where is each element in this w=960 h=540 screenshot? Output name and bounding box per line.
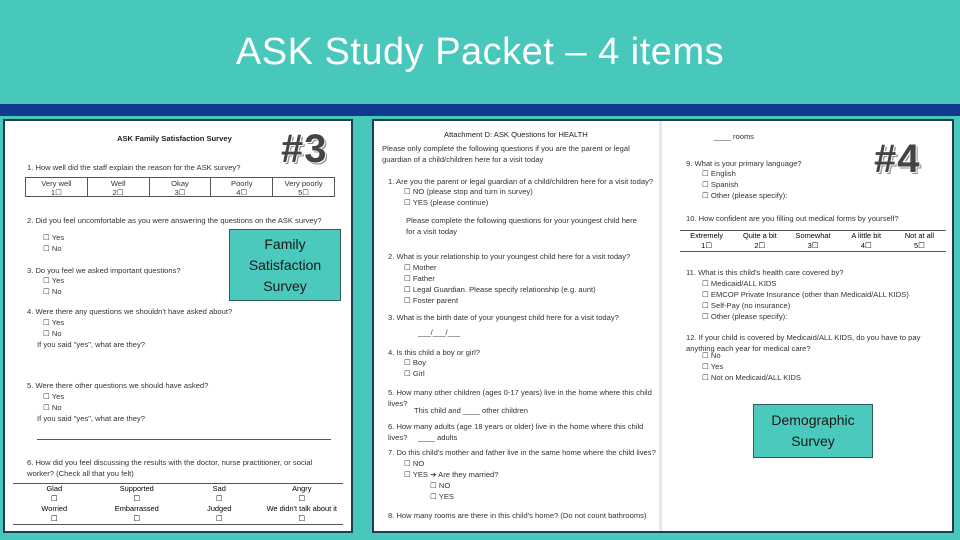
complete-note: Please complete the following questions for your youngest child here for a visit today [406, 216, 637, 236]
d-q11-other[interactable]: ☐ Other (please specify): [702, 312, 788, 321]
question-1: 1. How well did the staff explain the reason for the ASK survey? [27, 163, 241, 172]
attachment-title: Attachment D: ASK Questions for HEALTH [444, 130, 588, 139]
d-question-9: 9. What is your primary language? [686, 159, 802, 168]
d-q11-self-pay[interactable]: ☐ Self-Pay (no insurance) [702, 301, 791, 310]
title-rule [0, 104, 960, 116]
confidence-option[interactable]: Extremely [690, 231, 724, 240]
d-question-5: 5. How many other children (ages 0-17 years) live in the home where this child lives? [388, 388, 652, 408]
confidence-option[interactable]: Somewhat [795, 231, 831, 240]
d-q2-foster[interactable]: ☐ Foster parent [404, 296, 459, 305]
feeling-option[interactable]: Sad [212, 484, 226, 493]
d-q4-girl[interactable]: ☐ Girl [404, 369, 425, 378]
confidence-scale [680, 230, 946, 252]
d-q5-answer[interactable]: This child and ____ other children [414, 406, 528, 415]
d-q9-spanish[interactable]: ☐ Spanish [702, 180, 739, 189]
d-q7-yes[interactable]: ☐ YES ➜ Are they married? [404, 470, 499, 479]
checkbox[interactable]: ☐ [50, 514, 58, 523]
question-6: 6. How did you feel discussing the results with the doctor, nurse practitioner, or social worker? (Check all that you felt) [27, 458, 313, 478]
d-question-1: 1. Are you the parent or legal guardian of a child/children here for a visit today? [388, 177, 654, 186]
d-q7-married-no[interactable]: ☐ NO [430, 481, 451, 490]
family-satisfaction-survey-page [5, 121, 351, 531]
feeling-option[interactable]: Embarrassed [114, 504, 159, 513]
d-question-2: 2. What is your relationship to your youngest child here for a visit today? [388, 252, 631, 261]
demographic-survey-badge: Demographic Survey [753, 404, 873, 458]
checkbox[interactable]: 2☐ [754, 241, 766, 250]
d-q9-other[interactable]: ☐ Other (please specify): [702, 191, 788, 200]
demographic-survey-page [374, 121, 952, 531]
q1-option[interactable]: Okay 3☐ [150, 178, 212, 196]
d-q7-married-yes[interactable]: ☐ YES [430, 492, 454, 501]
q1-options-table [25, 177, 335, 197]
q4-yes[interactable]: ☐ Yes [43, 318, 65, 327]
d-q12-no[interactable]: ☐ No [702, 351, 721, 360]
confidence-option[interactable]: Quite a bit [742, 231, 777, 240]
feeling-option[interactable]: Glad [46, 484, 63, 493]
confidence-option[interactable]: Not at all [904, 231, 934, 240]
d-question-3: 3. What is the birth date of your youngest child here for a visit today? [388, 313, 619, 322]
confidence-option[interactable]: A little bit [851, 231, 881, 240]
d-question-8: 8. How many rooms are there in this child's home? (Do not count bathrooms) [388, 511, 647, 520]
d-question-12: 12. If your child is covered by Medicaid/ALL KIDS, do you have to pay anything each year for medical care? [686, 333, 921, 353]
d-q1-yes[interactable]: ☐ YES (please continue) [404, 198, 489, 207]
d-question-6: 6. How many adults (age 18 years or older) live in the home where this child lives? [388, 422, 644, 442]
d-q11-medicaid[interactable]: ☐ Medicaid/ALL KIDS [702, 279, 777, 288]
d-q9-english[interactable]: ☐ English [702, 169, 736, 178]
checkbox[interactable]: ☐ [215, 514, 223, 523]
feeling-option[interactable]: We didn't talk about it [266, 504, 337, 513]
feeling-option[interactable]: Worried [41, 504, 68, 513]
checkbox[interactable]: ☐ [215, 494, 223, 503]
item-number-4: #4 [874, 137, 921, 181]
q2-yes[interactable]: ☐ Yes [43, 233, 65, 242]
d-q4-boy[interactable]: ☐ Boy [404, 358, 427, 367]
page-divider [659, 121, 662, 531]
d-q1-no[interactable]: ☐ NO (please stop and turn in survey) [404, 187, 533, 196]
d-q8-rooms[interactable]: ____ rooms [714, 132, 755, 141]
d-question-10: 10. How confident are you filling out medical forms by yourself? [686, 214, 899, 223]
feeling-option[interactable]: Supported [119, 484, 154, 493]
q1-option[interactable]: Poorly 4☐ [211, 178, 273, 196]
family-satisfaction-badge: Family Satisfaction Survey [229, 229, 341, 301]
d-q6-answer[interactable]: ____ adults [418, 433, 458, 442]
q1-option[interactable]: Very well 1☐ [26, 178, 88, 196]
question-3: 3. Do you feel we asked important questions? [27, 266, 181, 275]
survey-heading: ASK Family Satisfaction Survey [117, 134, 232, 143]
feeling-option[interactable]: Angry [292, 484, 312, 493]
checkbox[interactable]: ☐ [133, 514, 141, 523]
q3-no[interactable]: ☐ No [43, 287, 62, 296]
checkbox[interactable]: 1☐ [701, 241, 712, 250]
q1-option[interactable]: Very poorly 5☐ [284, 179, 323, 197]
q4-no[interactable]: ☐ No [43, 329, 62, 338]
d-question-11: 11. What is this child's health care covered by? [686, 268, 844, 277]
slide-title: ASK Study Packet – 4 items [235, 30, 725, 73]
q5-no[interactable]: ☐ No [43, 403, 62, 412]
d-q2-guardian[interactable]: ☐ Legal Guardian. Please specify relationship (e.g. aunt) [404, 285, 596, 294]
q5-answer-line[interactable] [37, 439, 331, 440]
question-4: 4. Were there any questions we shouldn't have asked about? [27, 307, 233, 316]
q5-yes[interactable]: ☐ Yes [43, 392, 65, 401]
q1-option[interactable]: Well 2☐ [88, 178, 150, 196]
q2-no[interactable]: ☐ No [43, 244, 62, 253]
checkbox[interactable]: 5☐ [914, 241, 925, 250]
d-q3-birthdate[interactable]: ___/___/___ [418, 328, 461, 337]
d-q2-mother[interactable]: ☐ Mother [404, 263, 437, 272]
d-q12-not-on-medicaid[interactable]: ☐ Not on Medicaid/ALL KIDS [702, 373, 801, 382]
feeling-option[interactable]: Judged [207, 504, 232, 513]
checkbox[interactable]: ☐ [50, 494, 58, 503]
intro-text: Please only complete the following questions if you are the parent or legal guardian of a child/children here for a visit today [382, 144, 630, 164]
feelings-table [13, 483, 343, 525]
d-q11-private[interactable]: ☐ EMCOP Private Insurance (other than Medicaid/ALL KIDS) [702, 290, 909, 299]
q4-follow-up: If you said "yes", what are they? [37, 340, 145, 349]
checkbox[interactable]: ☐ [298, 514, 306, 523]
d-question-7: 7. Do this child's mother and father live in the same home where the child lives? [388, 448, 656, 457]
q3-yes[interactable]: ☐ Yes [43, 276, 65, 285]
checkbox[interactable]: 4☐ [860, 241, 872, 250]
question-2: 2. Did you feel uncomfortable as you were answering the questions on the ASK survey? [27, 216, 322, 225]
checkbox[interactable]: ☐ [298, 494, 306, 503]
d-q12-yes[interactable]: ☐ Yes [702, 362, 724, 371]
item-number-3: #3 [281, 127, 328, 171]
checkbox[interactable]: 3☐ [807, 241, 819, 250]
d-q7-no[interactable]: ☐ NO [404, 459, 425, 468]
q5-follow-up: If you said "yes", what are they? [37, 414, 145, 423]
question-5: 5. Were there other questions we should have asked? [27, 381, 209, 390]
checkbox[interactable]: ☐ [133, 494, 141, 503]
d-question-4: 4. Is this child a boy or girl? [388, 348, 481, 357]
d-q2-father[interactable]: ☐ Father [404, 274, 435, 283]
